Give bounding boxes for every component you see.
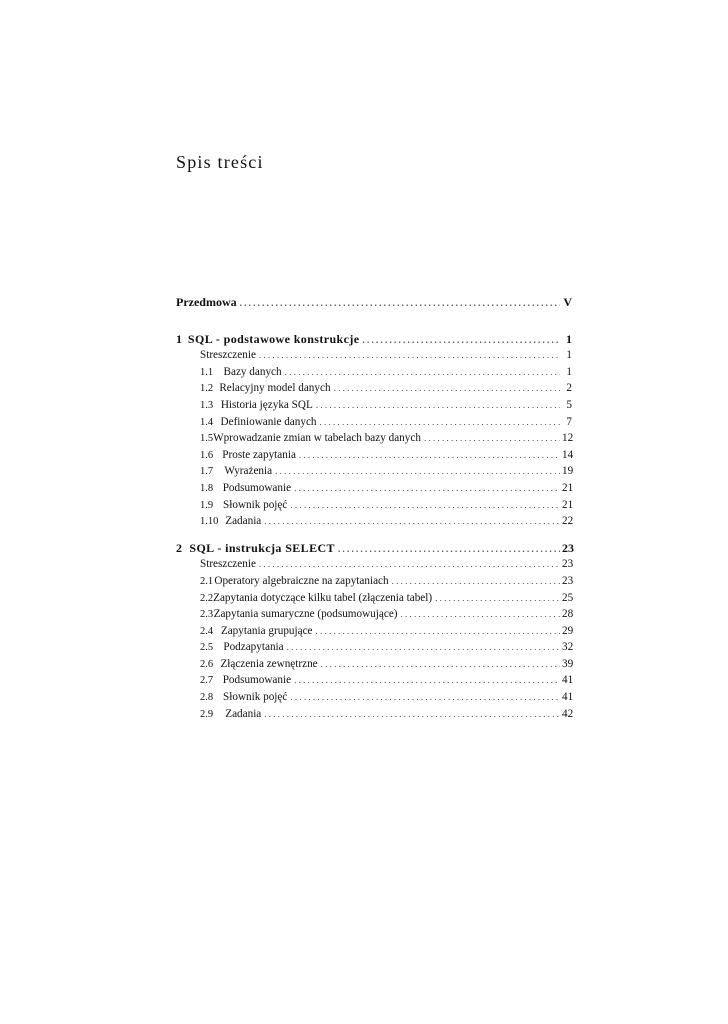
dot-leader xyxy=(290,497,560,514)
spacer xyxy=(176,321,572,331)
toc-section[interactable] xyxy=(176,364,572,381)
dot-leader xyxy=(287,639,560,656)
section-title: Operatory algebraiczne na zapytaniach xyxy=(214,574,389,587)
section-title: Podsumowanie xyxy=(222,481,292,494)
toc-section[interactable] xyxy=(176,573,572,590)
toc-entry-label: Streszczenie xyxy=(200,558,256,571)
section-number: 1.2 xyxy=(200,383,214,395)
toc-section[interactable] xyxy=(176,380,572,397)
toc-section[interactable] xyxy=(176,656,572,673)
toc-page-number: 21 xyxy=(562,481,574,494)
toc-page-number: 23 xyxy=(562,574,574,587)
spacer xyxy=(176,530,572,540)
toc-page-number: 1 xyxy=(566,349,572,362)
toc-page-number: 5 xyxy=(566,398,572,411)
section-title: Definiowanie danych xyxy=(220,415,317,428)
toc-section[interactable] xyxy=(176,480,572,497)
dot-leader xyxy=(316,397,560,414)
toc-page-number: 25 xyxy=(562,591,574,604)
dot-leader xyxy=(424,430,560,447)
section-number: 2.4 xyxy=(200,625,214,637)
section-title: Złączenia zewnętrzne xyxy=(220,657,318,670)
section-title: Słownik pojęć xyxy=(223,691,288,704)
chapter-number: 1 xyxy=(176,331,182,346)
toc-page-number: 29 xyxy=(562,624,574,637)
dot-leader xyxy=(320,414,560,431)
toc-page-number: 39 xyxy=(562,657,574,670)
toc-page-number: 28 xyxy=(562,608,574,621)
toc-section[interactable] xyxy=(176,463,572,480)
toc-page-number: 23 xyxy=(562,540,574,555)
dot-leader xyxy=(294,672,560,689)
chapter-title: SQL - podstawowe konstrukcje xyxy=(187,331,360,346)
section-title: Podzapytania xyxy=(223,641,284,654)
toc-page-number: 22 xyxy=(562,515,574,528)
dot-leader xyxy=(294,480,560,497)
toc-entry-label: Streszczenie xyxy=(200,349,256,362)
toc-chapter[interactable] xyxy=(176,331,572,348)
page-title: Spis treści xyxy=(176,152,264,172)
toc-page-number: 12 xyxy=(562,432,574,445)
toc-page-number: 7 xyxy=(566,415,572,428)
section-number: 2.9 xyxy=(200,708,214,720)
section-title: Słownik pojęć xyxy=(223,498,288,511)
section-number: 1.1 xyxy=(200,366,214,378)
toc-section[interactable] xyxy=(176,590,572,607)
dot-leader xyxy=(392,573,560,590)
toc-page-number: 19 xyxy=(562,465,574,478)
section-number: 2.1 xyxy=(200,575,214,587)
section-number: 1.3 xyxy=(200,399,214,411)
dot-leader xyxy=(290,689,560,706)
toc-section[interactable] xyxy=(176,430,572,447)
toc-section[interactable] xyxy=(176,623,572,640)
dot-leader xyxy=(401,606,560,623)
section-number: 1.10 xyxy=(200,516,219,528)
section-number: 1.4 xyxy=(200,416,214,428)
toc-entry-abstract[interactable] xyxy=(176,556,572,573)
section-title: Relacyjny model danych xyxy=(219,382,331,395)
dot-leader xyxy=(285,364,560,381)
toc-chapter[interactable] xyxy=(176,540,572,557)
section-title: Proste zapytania xyxy=(222,448,296,461)
section-number: 2.6 xyxy=(200,658,214,670)
dot-leader xyxy=(435,590,560,607)
toc-section[interactable] xyxy=(176,497,572,514)
dot-leader xyxy=(316,623,560,640)
section-title: Zadania xyxy=(225,707,262,720)
toc-section[interactable] xyxy=(176,447,572,464)
section-number: 2.7 xyxy=(200,675,214,687)
toc-section[interactable] xyxy=(176,606,572,623)
toc-page-number: 1 xyxy=(566,365,572,378)
toc-page-number: 41 xyxy=(562,674,574,687)
chapter-title: SQL - instrukcja SELECT xyxy=(189,540,335,555)
section-title: Historia języka SQL xyxy=(220,398,313,411)
toc-section[interactable] xyxy=(176,639,572,656)
section-number: 2.8 xyxy=(200,692,214,704)
toc-page-number: 32 xyxy=(562,641,574,654)
section-title: Bazy danych xyxy=(223,365,282,378)
toc-section[interactable] xyxy=(176,397,572,414)
section-title: Zapytania sumaryczne (podsumowujące) xyxy=(213,608,398,621)
section-title: Zadania xyxy=(225,515,262,528)
section-number: 1.8 xyxy=(200,482,214,494)
section-title: Wprowadzanie zmian w tabelach bazy danych xyxy=(213,432,421,445)
toc-page-number: 1 xyxy=(566,331,572,346)
dot-leader xyxy=(299,447,560,464)
section-number: 2.3 xyxy=(200,609,214,621)
section-number: 1.9 xyxy=(200,499,214,511)
section-number: 1.6 xyxy=(200,449,214,461)
toc-entry-preface[interactable] xyxy=(176,294,572,311)
section-title: Zapytania grupujące xyxy=(220,624,313,637)
toc-entry-label: Przedmowa xyxy=(176,295,237,309)
section-title: Wyrażenia xyxy=(224,465,273,478)
dot-leader xyxy=(259,347,560,364)
toc-section[interactable] xyxy=(176,706,572,723)
dot-leader xyxy=(334,380,560,397)
table-of-contents xyxy=(176,294,572,722)
toc-page-number: V xyxy=(563,295,572,309)
toc-section[interactable] xyxy=(176,689,572,706)
dot-leader xyxy=(264,706,560,723)
section-title: Zapytania dotyczące kilku tabel (złączenia tabel) xyxy=(213,591,433,604)
toc-page-number: 23 xyxy=(562,558,574,571)
dot-leader xyxy=(259,556,560,573)
section-title: Podsumowanie xyxy=(222,674,292,687)
section-number: 1.7 xyxy=(200,466,214,478)
dot-leader xyxy=(338,540,560,558)
toc-section[interactable] xyxy=(176,513,572,530)
section-number: 2.2 xyxy=(200,592,214,604)
chapter-number: 2 xyxy=(176,540,182,555)
dot-leader xyxy=(275,463,560,480)
toc-entry-abstract[interactable] xyxy=(176,347,572,364)
dot-leader xyxy=(362,331,560,349)
dot-leader xyxy=(264,513,560,530)
dot-leader xyxy=(321,656,560,673)
section-number: 1.5 xyxy=(200,433,214,445)
toc-page-number: 14 xyxy=(562,448,574,461)
toc-section[interactable] xyxy=(176,672,572,689)
toc-page-number: 21 xyxy=(562,498,574,511)
toc-page-number: 41 xyxy=(562,691,574,704)
section-number: 2.5 xyxy=(200,642,214,654)
toc-page-number: 42 xyxy=(562,707,574,720)
toc-section[interactable] xyxy=(176,414,572,431)
dot-leader xyxy=(240,294,560,312)
toc-page-number: 2 xyxy=(566,382,572,395)
